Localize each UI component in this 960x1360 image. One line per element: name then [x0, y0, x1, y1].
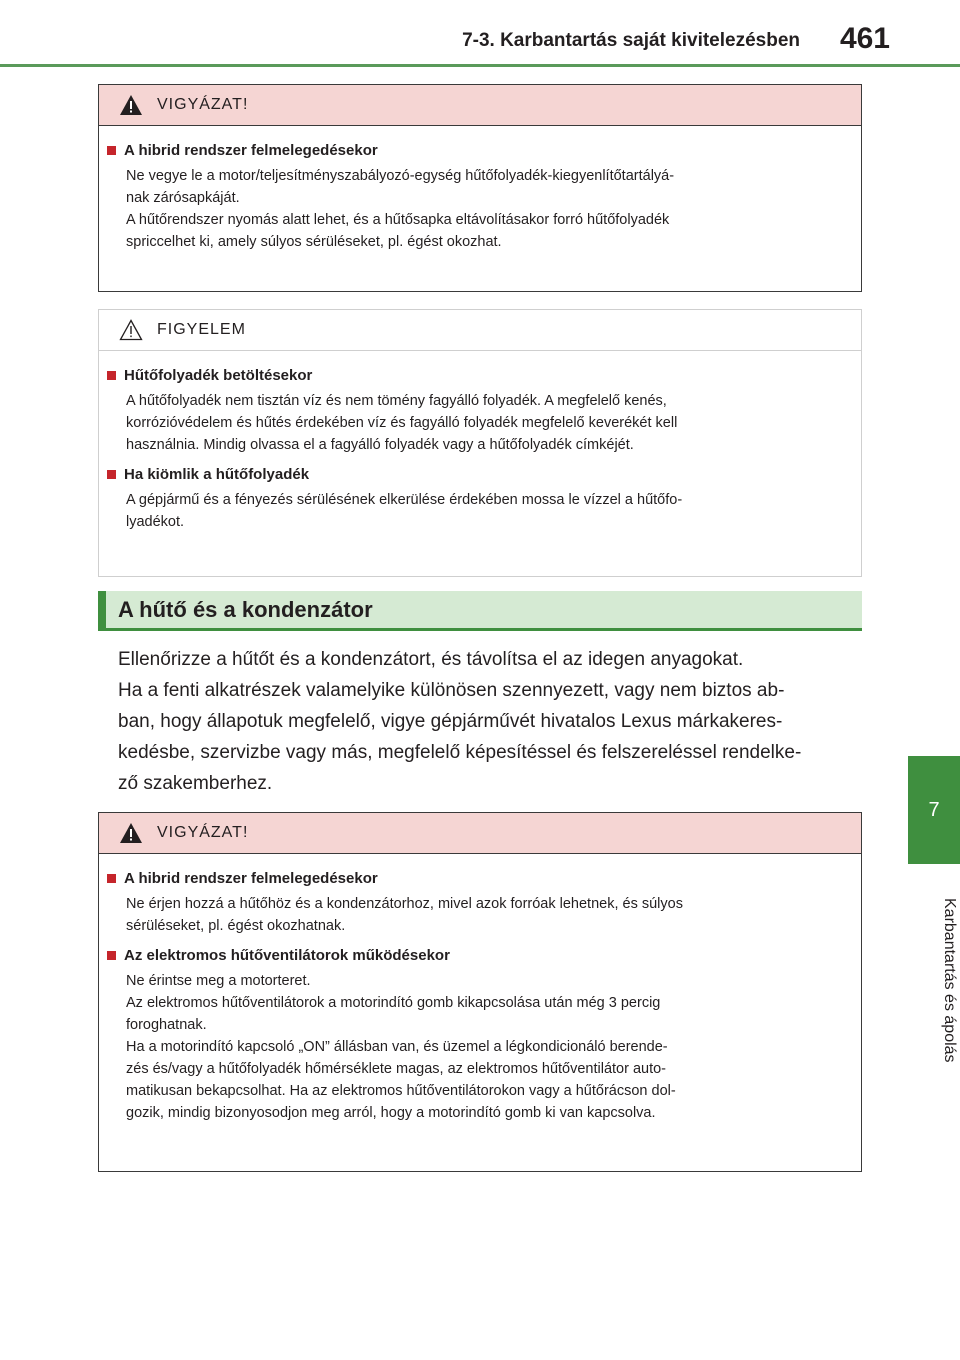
- notice-label: FIGYELEM: [157, 321, 246, 338]
- item-heading: A hibrid rendszer felmelegedésekor: [107, 142, 845, 159]
- chapter-label: Karbantartás és ápolás: [941, 897, 958, 1063]
- item-text: Ne érintse meg a motorteret. Az elektromos hűtőventilátorok a motorindító gomb kikapcsolása után még 3 percig foroghatnak. Ha a motorindító kapcsoló „ON” állásban van, és üzemel a légkondicionáló berende- zés és/vagy a hűtőfolyadék hőmérséklete magas, az elektromos hűtőventilátor auto- matikusan bekapcsolhat. Ha az elektromos hűtőventilátorokon vagy a hűtőrácson dol- gozik, mindig bizonyosodjon meg arról, hogy a motorindító gomb ki van kapcsolva.: [126, 973, 676, 1121]
- red-square-bullet-icon: [107, 470, 116, 479]
- notice-triangle-icon: [119, 319, 143, 341]
- header-rule: [0, 64, 960, 67]
- caution-box-1: [98, 84, 862, 292]
- red-square-bullet-icon: [107, 371, 116, 380]
- item-heading: Ha kiömlik a hűtőfolyadék: [107, 466, 845, 483]
- page-header-title: 7-3. Karbantartás saját kivitelezésben: [462, 30, 800, 51]
- item-heading: A hibrid rendszer felmelegedésekor: [107, 870, 845, 887]
- chapter-tab: [908, 756, 960, 864]
- section-heading: A hűtő és a kondenzátor: [98, 591, 862, 631]
- red-square-bullet-icon: [107, 951, 116, 960]
- warning-triangle-icon: [119, 94, 143, 116]
- caution-label: VIGYÁZAT!: [157, 96, 249, 113]
- notice-header: [99, 310, 861, 351]
- red-square-bullet-icon: [107, 146, 116, 155]
- caution-box-2: [98, 812, 862, 1172]
- item-heading: Az elektromos hűtőventilátorok működésekor: [107, 947, 845, 964]
- item-text: Ne vegye le a motor/teljesítményszabályozó-egység hűtőfolyadék-kiegyenlítőtartályá- nak zárósapkáját. A hűtőrendszer nyomás alatt lehet, és a hűtősapka eltávolításakor forró hűtőfolyadék spriccelhet ki, amely súlyos sérüléseket, pl. égést okozhat.: [126, 168, 675, 250]
- item-text: A gépjármű és a fényezés sérülésének elkerülése érdekében mossa le vízzel a hűtőfo- lyadékot.: [126, 492, 683, 530]
- warning-triangle-icon: [119, 822, 143, 844]
- item-text: Ne érjen hozzá a hűtőhöz és a kondenzátorhoz, mivel azok forróak lehetnek, és súlyos sérüléseket, pl. égést okozhatnak.: [126, 896, 683, 934]
- red-square-bullet-icon: [107, 874, 116, 883]
- caution-header: [99, 813, 861, 854]
- item-text: A hűtőfolyadék nem tisztán víz és nem tömény fagyálló folyadék. A megfelelő kenés, korrózióvédelem és hűtés érdekében víz és fagyálló folyadék megfelelő keverékét kell használnia. Mindig olvassa el a fagyálló folyadék vagy a hűtőfolyadék címkéjét.: [126, 393, 678, 453]
- item-heading: Hűtőfolyadék betöltésekor: [107, 367, 845, 384]
- page-number: 461: [839, 22, 890, 55]
- notice-box: [98, 309, 862, 577]
- caution-label: VIGYÁZAT!: [157, 824, 249, 841]
- section-paragraph: Ellenőrizze a hűtőt és a kondenzátort, és távolítsa el az idegen anyagokat. Ha a fenti alkatrészek valamelyike különösen szennyezett, vagy nem biztos ab- ban, hogy állapotuk megfelelő, vigye gépjárművét hivatalos Lexus márkakeres- kedésbe, szervizbe vagy más, megfelelő képesítéssel és felszereléssel rendelke- ző szakemberhez.: [118, 649, 802, 794]
- caution-header: [99, 85, 861, 126]
- chapter-number: 7: [928, 798, 940, 821]
